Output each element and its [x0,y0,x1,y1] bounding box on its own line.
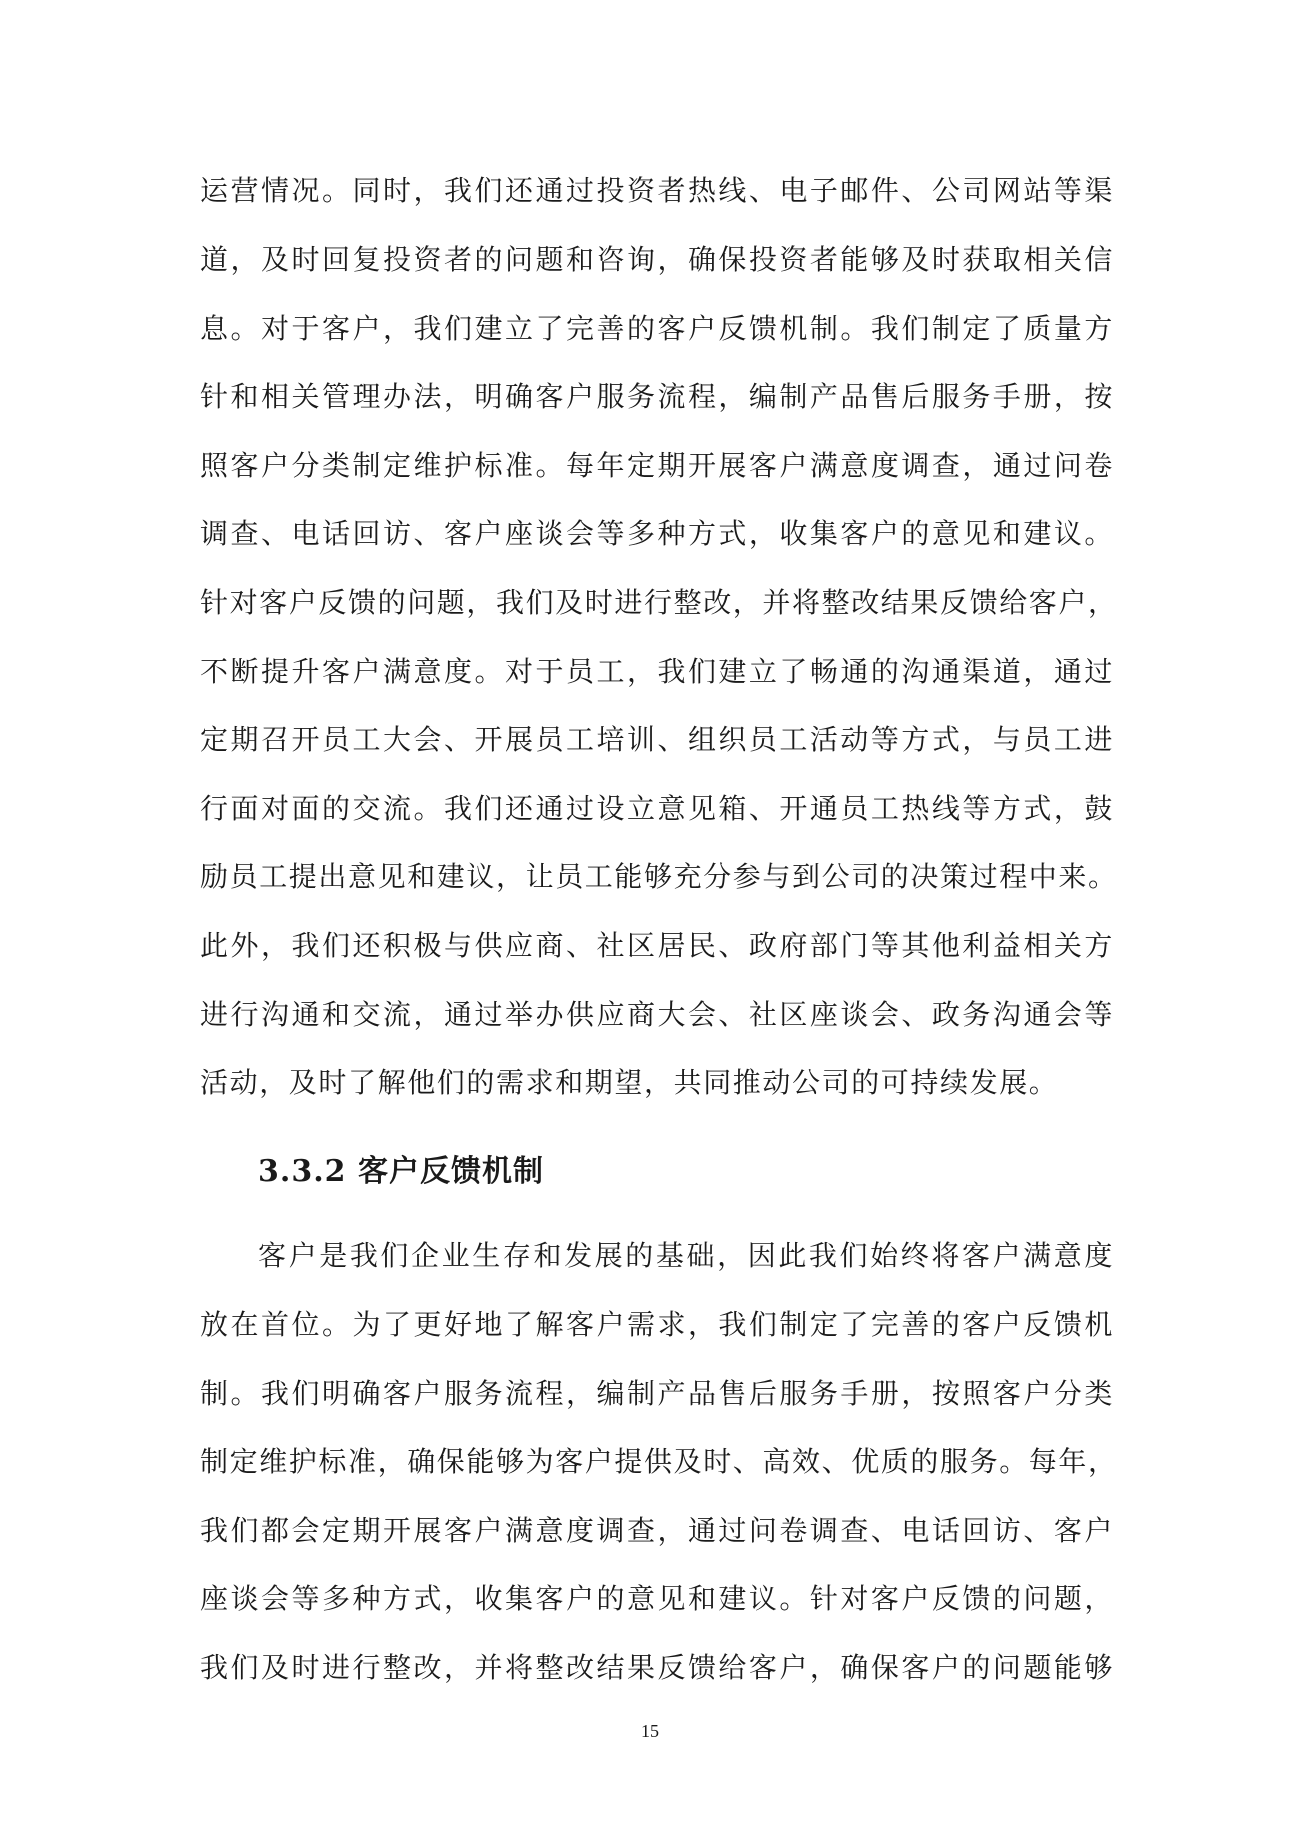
paragraph-line: 针和相关管理办法，明确客户服务流程，编制产品售后服务手册，按 [200,380,1114,413]
paragraph-line: 我们都会定期开展客户满意度调查，通过问卷调查、电话回访、客户 [200,1514,1114,1547]
paragraph-line: 照客户分类制定维护标准。每年定期开展客户满意度调查，通过问卷 [200,449,1114,482]
paragraph-line: 调查、电话回访、客户座谈会等多种方式，收集客户的意见和建议。 [200,517,1114,550]
paragraph-line: 座谈会等多种方式，收集客户的意见和建议。针对客户反馈的问题， [200,1582,1114,1615]
paragraph-line: 进行沟通和交流，通过举办供应商大会、社区座谈会、政务沟通会等 [200,998,1114,1031]
paragraph-line: 活动，及时了解他们的需求和期望，共同推动公司的可持续发展。 [200,1066,1059,1099]
paragraph-line: 制。我们明确客户服务流程，编制产品售后服务手册，按照客户分类 [200,1377,1114,1410]
paragraph-line: 行面对面的交流。我们还通过设立意见箱、开通员工热线等方式，鼓 [200,792,1114,825]
paragraph-line: 不断提升客户满意度。对于员工，我们建立了畅通的沟通渠道，通过 [200,655,1114,688]
paragraph-line: 运营情况。同时，我们还通过投资者热线、电子邮件、公司网站等渠 [200,174,1114,207]
paragraph-line: 我们及时进行整改，并将整改结果反馈给客户，确保客户的问题能够 [200,1651,1114,1684]
section-heading: 3.3.2 客户反馈机制 [258,1154,544,1189]
paragraph-line: 制定维护标准，确保能够为客户提供及时、高效、优质的服务。每年， [200,1445,1118,1478]
paragraph-line: 励员工提出意见和建议，让员工能够充分参与到公司的决策过程中来。 [200,860,1118,893]
paragraph-line: 针对客户反馈的问题，我们及时进行整改，并将整改结果反馈给客户， [200,586,1118,619]
paragraph-line: 此外，我们还积极与供应商、社区居民、政府部门等其他利益相关方 [200,929,1114,962]
paragraph-line: 客户是我们企业生存和发展的基础，因此我们始终将客户满意度 [258,1239,1114,1272]
paragraph-line: 息。对于客户，我们建立了完善的客户反馈机制。我们制定了质量方 [200,312,1114,345]
page-number: 15 [641,1721,659,1741]
paragraph-line: 道，及时回复投资者的问题和咨询，确保投资者能够及时获取相关信 [200,243,1114,276]
paragraph-line: 定期召开员工大会、开展员工培训、组织员工活动等方式，与员工进 [200,723,1114,756]
paragraph-line: 放在首位。为了更好地了解客户需求，我们制定了完善的客户反馈机 [200,1308,1114,1341]
